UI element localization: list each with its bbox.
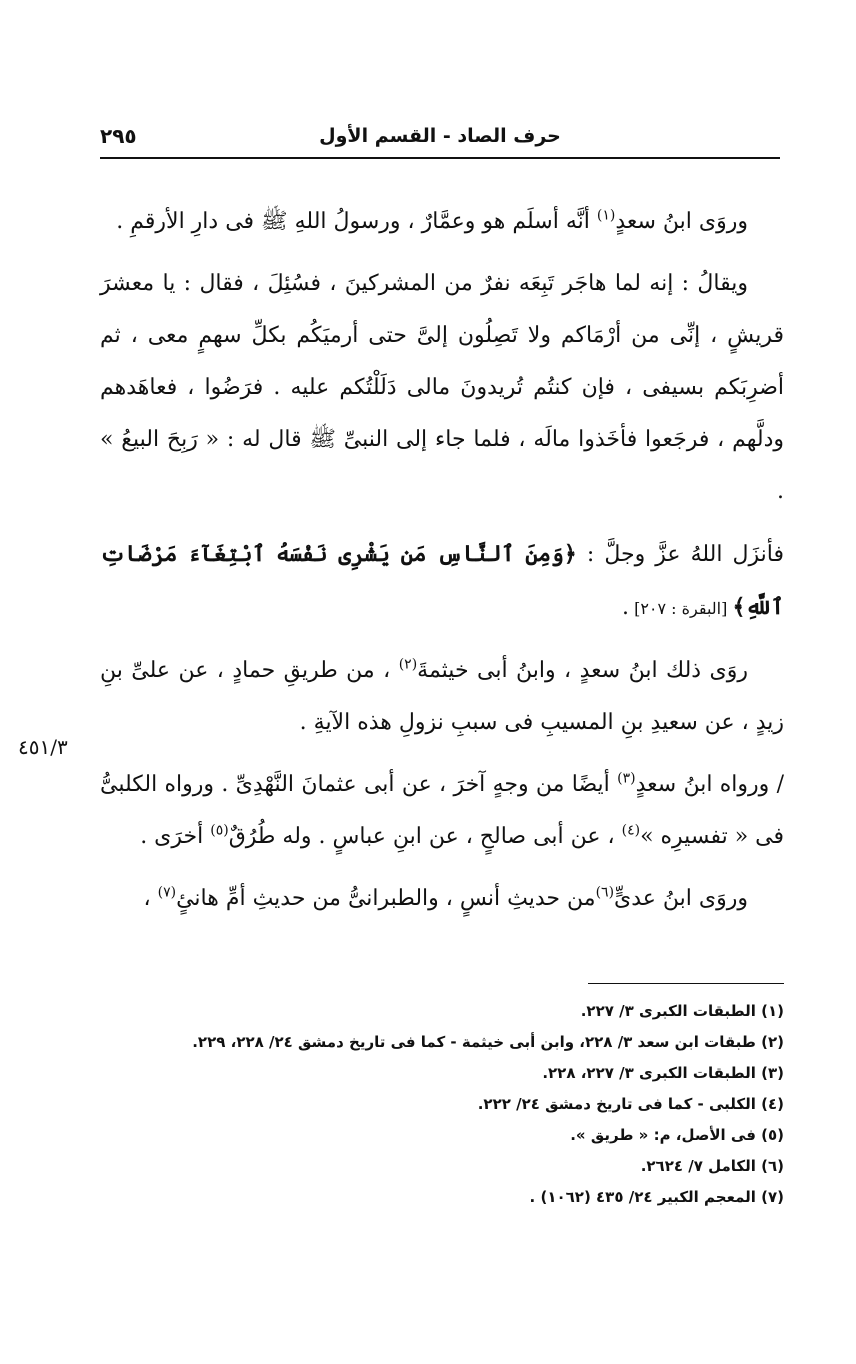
footnote-marker-3: (٣)	[617, 770, 636, 787]
footnote-marker-7: (٧)	[157, 884, 177, 901]
footnote-3: (٣) الطبقات الكبرى ٣/ ٢٢٧، ٢٢٨.	[542, 1064, 784, 1082]
text-run: أيضًا من وجهٍ آخرَ ، عن أبى عثمانَ النَّهْدِىِّ . ورواه الكلبىُّ فى « تفسيرِه »	[100, 772, 784, 849]
text-run: أخرَى .	[140, 824, 211, 849]
page-number: ٢٩٥	[100, 124, 137, 148]
footnote-5: (٥) فى الأصل، م: « طريق ».	[570, 1126, 784, 1144]
footnote-marker-5: (٥)	[210, 822, 229, 839]
text-run: ،	[143, 886, 158, 911]
main-text	[100, 196, 784, 935]
footnote-marker-2: (٢)	[398, 656, 418, 673]
footnote-6: (٦) الكامل ٧/ ٢٦٢٤.	[640, 1157, 784, 1175]
footnote-rule	[588, 983, 784, 984]
paragraph-1	[100, 196, 784, 248]
footnote-marker-6: (٦)	[595, 884, 615, 901]
verse-reference: [البقرة : ٢٠٧]	[628, 599, 733, 618]
header-rule	[100, 157, 780, 159]
text-run: روَى ذلك ابنُ سعدٍ ، وابنُ أبى خيثمةَ	[417, 658, 748, 683]
text-run: وروَى ابنُ عدىٍّ	[614, 886, 748, 911]
footnote-1: (١) الطبقات الكبرى ٣/ ٢٢٧.	[580, 1002, 784, 1020]
text-run: .	[621, 595, 629, 620]
text-run: ، من طريقِ حمادٍ ، عن علىِّ بنِ زيدٍ ، عن سعيدِ بنِ المسيبِ فى سببِ نزولِ هذه الآيةِ .	[100, 658, 784, 735]
text-run: ، عن أبى صالحٍ ، عن ابنِ عباسٍ . وله طُرُقٌ	[228, 824, 622, 849]
footnote-marker-1: (١)	[596, 207, 616, 224]
text-run: أنَّه أسلَم هو وعمَّارٌ ، ورسولُ اللهِ ﷺ فى دارِ الأرقمِ .	[116, 209, 597, 234]
margin-reference: ٤٥١/٣	[18, 735, 68, 759]
quran-verse: ﴿وَمِنَ ٱلنَّاسِ مَن يَشْرِى نَفْسَهُ ٱبْتِغَآءَ مَرْضَاتِ ٱللَّهِ﴾	[100, 541, 784, 620]
paragraph-3	[100, 528, 784, 635]
text-run: وروَى ابنُ سعدٍ	[615, 209, 748, 234]
text-run: من حديثِ أنسٍ ، والطبرانىُّ من حديثِ أمِّ هانئٍ	[176, 886, 596, 911]
footnote-2: (٢) طبقات ابن سعد ٣/ ٢٢٨، وابن أبى خيثمة - كما فى تاريخ دمشق ٢٤/ ٢٢٨، ٢٢٩.	[192, 1033, 784, 1051]
footnotes	[100, 996, 784, 1213]
paragraph-6	[100, 873, 784, 925]
text-run: فأنزَل اللهُ عزَّ وجلَّ :	[576, 542, 784, 567]
paragraph-2	[100, 258, 784, 518]
text-run: / ورواه ابنُ سعدٍ	[635, 772, 784, 797]
text-run: ويقالُ : إنه لما هاجَر تَبِعَه نفرٌ من المشركينَ ، فسُئِلَ ، فقال : يا معشرَ قريشٍ ، إنِّى من أرْمَاكم ولا تَصِلُون إلىَّ حتى أرميَكُم بكلِّ سهمٍ معى ، ثم أضرِبَكم بسيفى ، فإن كنتُم تُريدونَ مالى دَلَلْتُكم عليه . فرَضُوا ، فعاهَدهم ودلَّهم ، فرجَعوا فأخَذوا مالَه ، فلما جاء إلى النبىِّ ﷺ قال له : « رَبِحَ البيعُ » .	[100, 271, 784, 504]
running-title: حرف الصاد - القسم الأول	[319, 125, 561, 147]
footnote-7: (٧) المعجم الكبير ٢٤/ ٤٣٥ (١٠٦٢) .	[529, 1188, 784, 1206]
paragraph-4	[100, 645, 784, 749]
footnote-marker-4: (٤)	[621, 822, 641, 839]
footnote-4: (٤) الكلبى - كما فى تاريخ دمشق ٢٤/ ٢٢٢.	[477, 1095, 784, 1113]
paragraph-5	[100, 759, 784, 863]
page-header	[100, 118, 780, 154]
